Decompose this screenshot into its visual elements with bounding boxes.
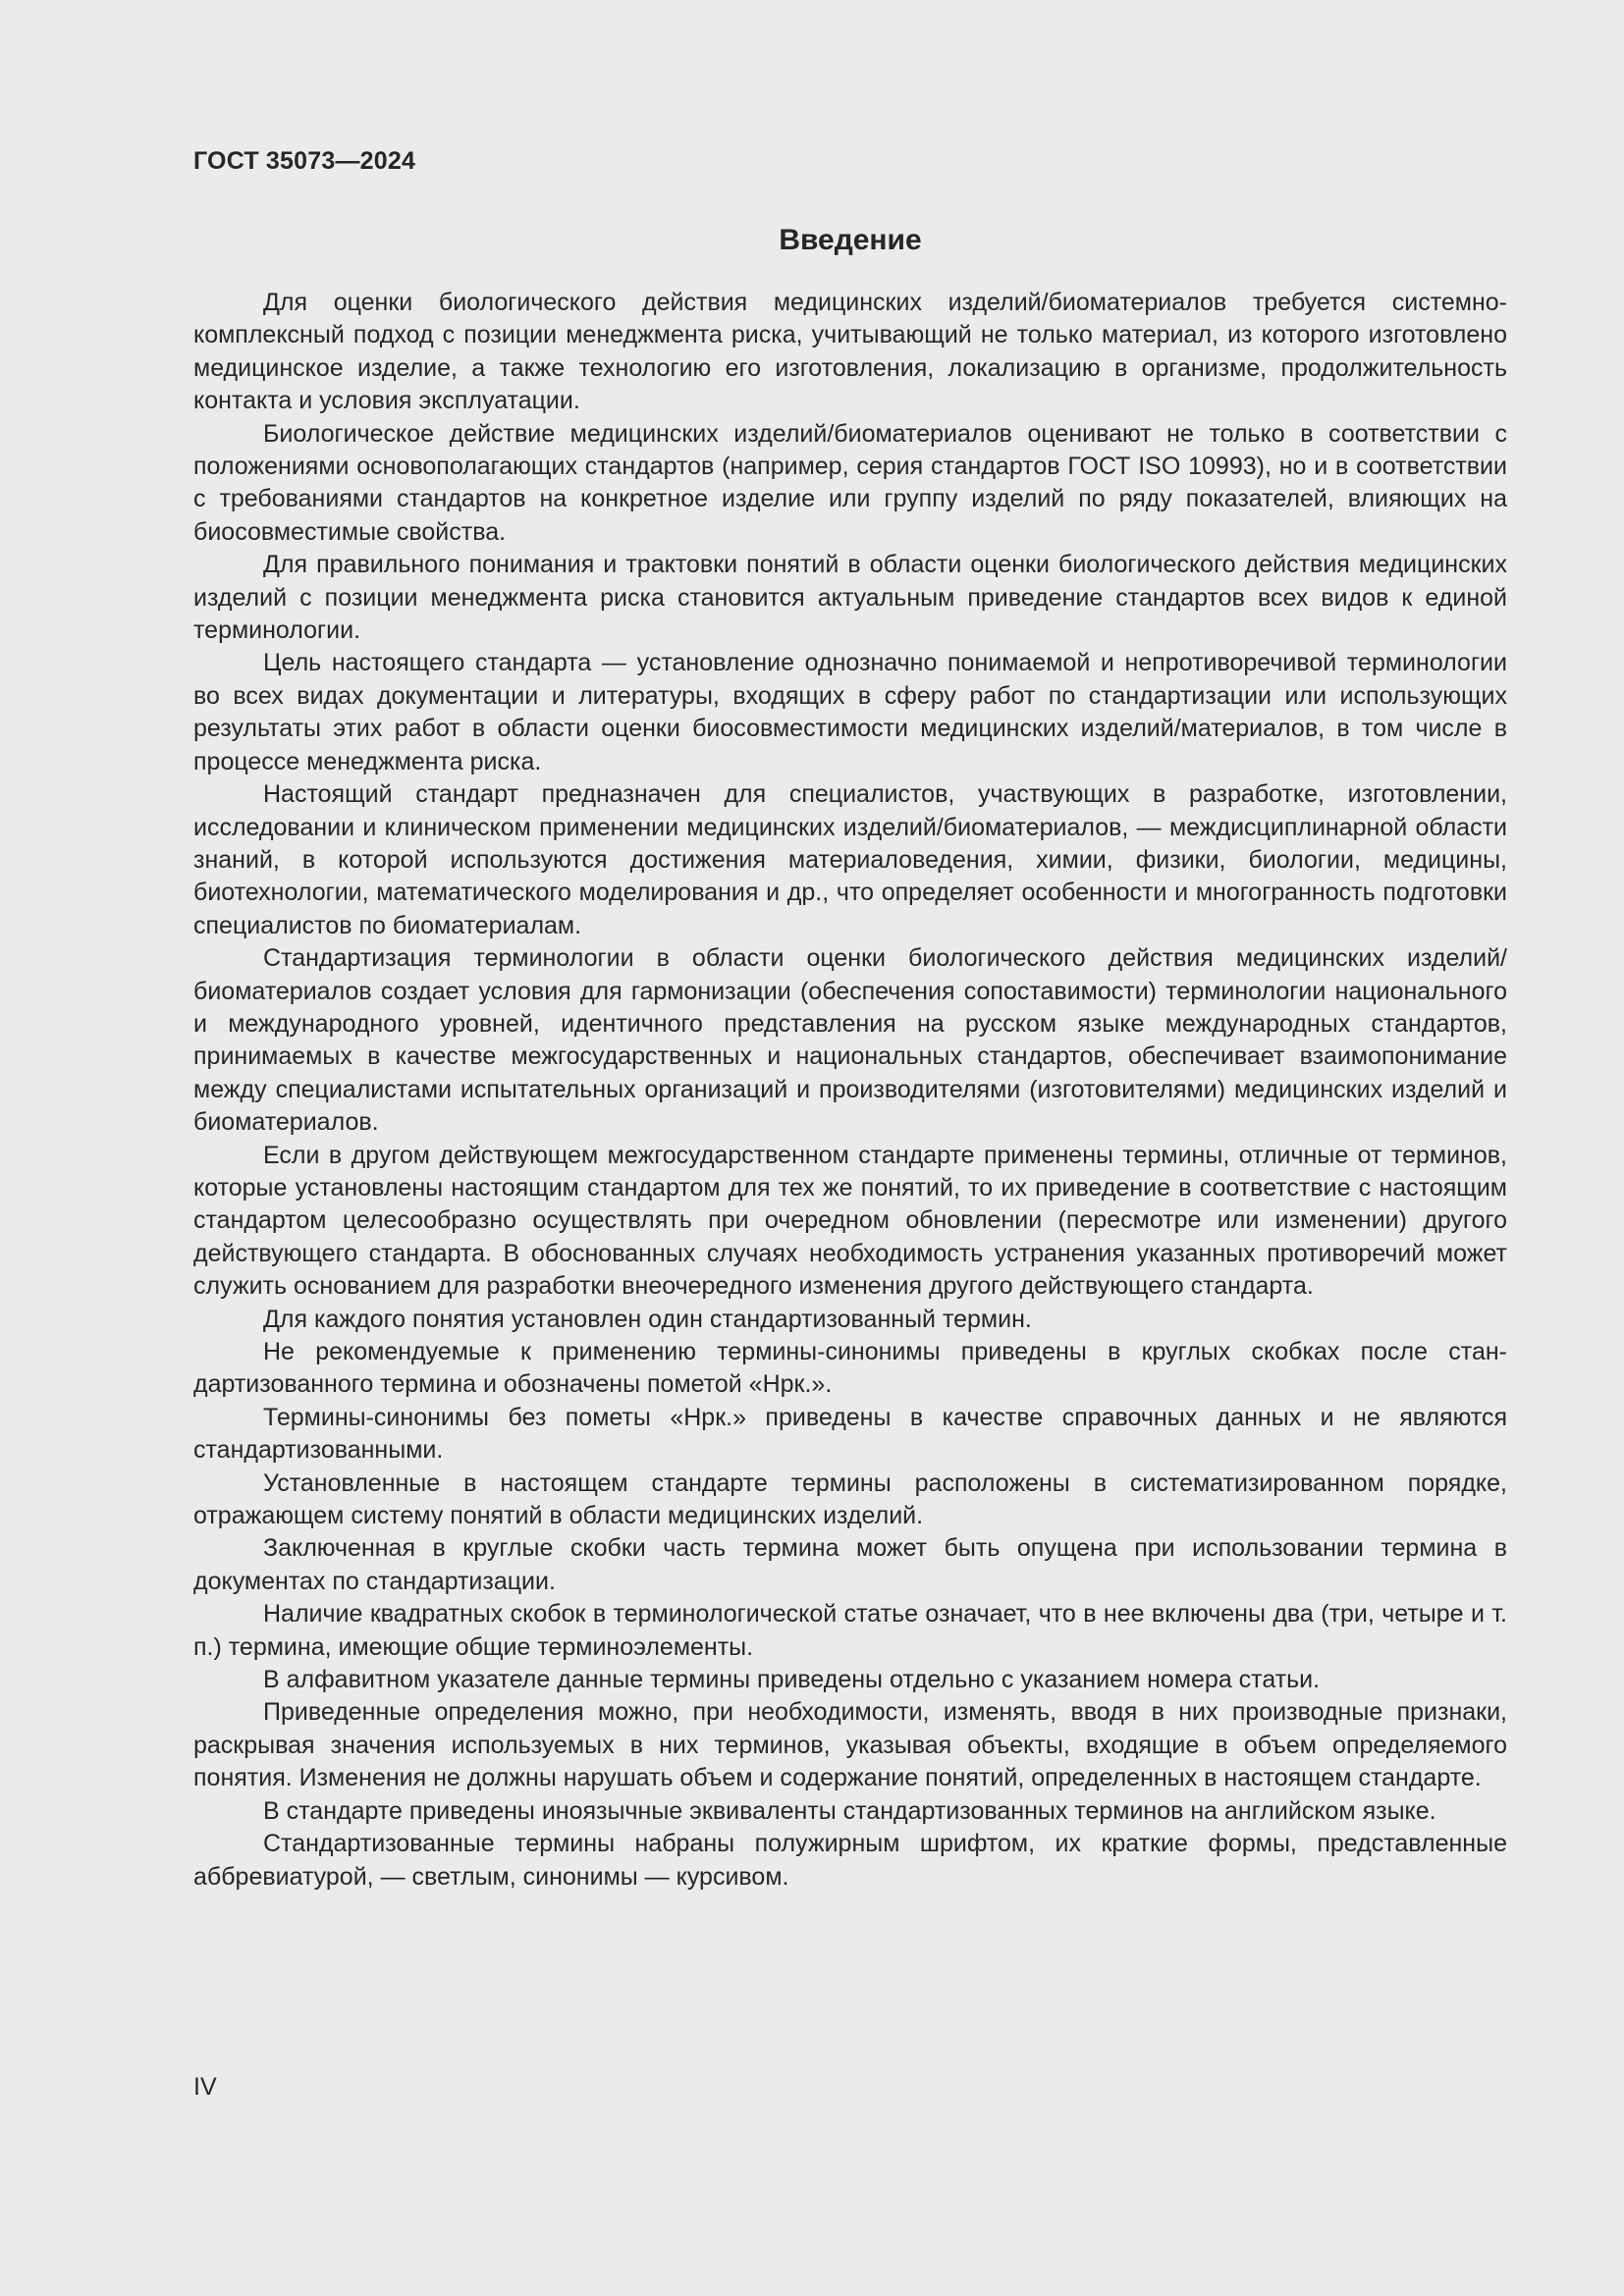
paragraph: Заключенная в круглые скобки часть термина может быть опущена при использовании термина в документах по стандартизации. — [193, 1534, 1507, 1595]
page-number: IV — [193, 2073, 217, 2101]
paragraph: Настоящий стандарт предназначен для специалистов, участвующих в разработке, изготовлении, исследовании и клиническом применении медицинских изделий/биоматериалов, — междисциплинарной области знаний, в которой используются достижения материаловедения, химии, физики, биологии, медицины, биотехнологии, математического моделирования и др., что определяет особенности и многогранность подготовки специалистов по биоматериалам. — [193, 780, 1507, 939]
body-text — [193, 287, 1507, 1894]
paragraph: Для каждого понятия установлен один стандартизованный термин. — [263, 1305, 1032, 1333]
paragraph: Биологическое действие медицинских изделий/биоматериалов оценивают не только в соответствии с положениями основополагающих стандартов (например, серия стандартов ГОСТ ISO 10993), но и в соответствии с требованиями стандартов на конкретное изделие или группу изделий по ряду показателей, влияющих на биосовместимые свойства. — [193, 419, 1507, 546]
paragraph: Установленные в настоящем стандарте термины расположены в систематизированном порядке, отражающем систему понятий в области медицинских изделий. — [193, 1468, 1507, 1530]
paragraph: Если в другом действующем межгосударственном стандарте применены термины, отличные от терминов, которые установлены настоящим стандартом для тех же понятий, то их приведение в соответствие с настоящим стандартом целесообразно осуществлять при очередном обновлении (пересмотре или изменении) другого действующего стандарта. В обоснованных случаях необходимость устранения указанных противоречий может служить основанием для разработки внеочередного изменения другого действующего стандарта. — [193, 1141, 1507, 1301]
paragraph: Цель настоящего стандарта — установление однозначно понимаемой и непротиворечивой терминологии во всех видах документации и литературы, входящих в сферу работ по стандартизации или использующих результаты этих работ в области оценки биосовместимости медицинских изделий/материалов, в том числе в процессе менеджмента риска. — [193, 649, 1507, 775]
paragraph: Стандартизация терминологии в области оценки биологического действия медицинских изделий/биоматериалов создает условия для гармонизации (обеспечения сопоставимости) терминологии национального и международного уровней, идентичного представления на русском языке международных стандартов, принимаемых в качестве межгосударственных и национальных стандартов, обеспечивает взаимопонимание между специалистами испытательных организаций и производителями (изготовителями) медицинских изделий и биоматериалов. — [193, 944, 1507, 1137]
paragraph: Наличие квадратных скобок в терминологической статье означает, что в нее включены два (три, четыре и т. п.) термина, имеющие общие терминоэлементы. — [193, 1600, 1507, 1661]
paragraph: В стандарте приведены иноязычные эквиваленты стандартизованных терминов на английском языке. — [263, 1796, 1436, 1825]
paragraph: Для правильного понимания и трактовки понятий в области оценки биологического действия медицинских изделий с позиции менеджмента риска становится актуальным приведение стандартов всех видов к единой терминологии. — [193, 551, 1507, 645]
paragraph: Для оценки биологического действия медицинских изделий/биоматериалов требуется системно-комплексный подход с позиции менеджмента риска, учитывающий не только материал, из которого изготовлено медицинское изделие, а также технологию его изготовления, локализацию в организме, продолжительность контакта и условия эксплуатации. — [193, 289, 1507, 415]
paragraph: В алфавитном указателе данные термины приведены отдельно с указанием номера статьи. — [263, 1666, 1321, 1694]
paragraph: Приведенные определения можно, при необходимости, изменять, вводя в них производные признаки, раскрывая значения используемых в них терминов, указывая объекты, входящие в объем определяемого понятия. Изменения не должны нарушать объем и содержание понятий, определенных в настоящем стандарте. — [193, 1698, 1507, 1792]
paragraph: Стандартизованные термины набраны полужирным шрифтом, их краткие формы, представленные аббревиатурой, — светлым, синонимы — курсивом. — [193, 1830, 1507, 1891]
section-title: Введение — [779, 224, 922, 256]
paragraph: Не рекомендуемые к применению термины-синонимы приведены в круглых скобках после стандартизованного термина и обозначены пометой «Нрк.». — [193, 1338, 1507, 1399]
paragraph: Термины-синонимы без пометы «Нрк.» приведены в качестве справочных данных и не являются стандартизованными. — [193, 1403, 1507, 1465]
document-code: ГОСТ 35073—2024 — [193, 147, 416, 175]
